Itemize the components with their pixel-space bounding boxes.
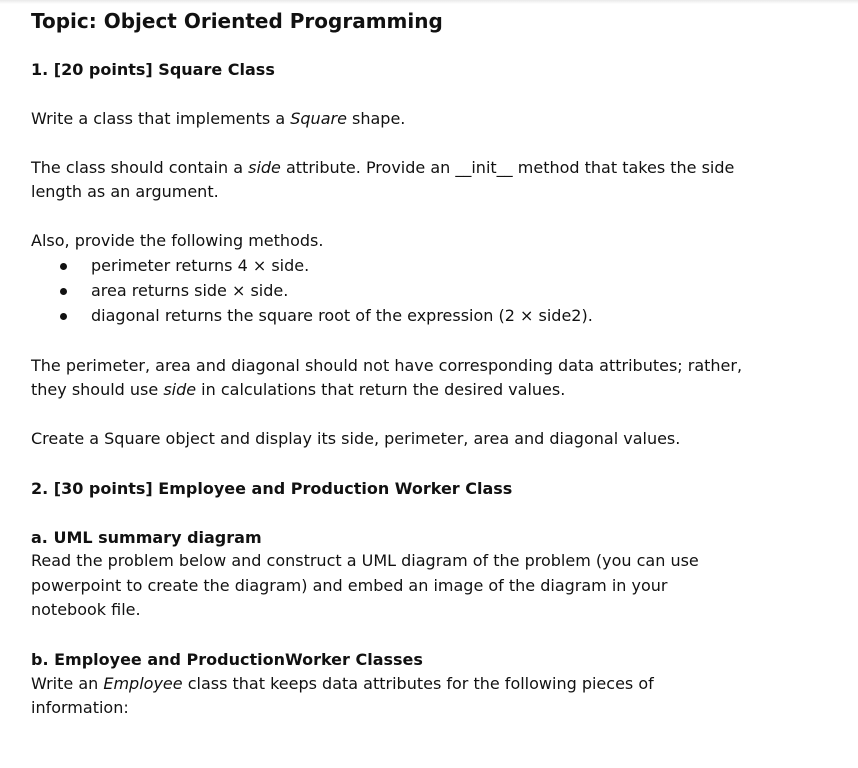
topic-title: Topic: Object Oriented Programming: [31, 9, 443, 33]
square-term: Square: [290, 109, 347, 128]
side-term: side: [248, 158, 281, 177]
top-shadow: [0, 0, 858, 4]
q1-side-paragraph-line2: length as an argument.: [31, 182, 219, 201]
list-item-area: area returns side × side.: [58, 281, 593, 306]
q1-side-paragraph-line1: The class should contain a side attribute. Provide an __init__ method that takes the side: [31, 158, 735, 177]
list-item-diagonal: diagonal returns the square root of the expression (2 × side2).: [58, 306, 593, 331]
q1-heading: 1. [20 points] Square Class: [31, 60, 275, 79]
q1-intro: Write a class that implements a Square shape.: [31, 109, 406, 128]
q2a-line2: powerpoint to create the diagram) and embed an image of the diagram in your: [31, 576, 668, 595]
q2a-heading: a. UML summary diagram: [31, 528, 262, 547]
q1-note-line1: The perimeter, area and diagonal should not have corresponding data attributes; rather,: [31, 356, 743, 375]
q2b-heading: b. Employee and ProductionWorker Classes: [31, 650, 423, 669]
q1-create-object: Create a Square object and display its side, perimeter, area and diagonal values.: [31, 429, 681, 448]
init-method-term: __init__: [455, 158, 513, 177]
methods-list: [58, 256, 593, 331]
q2b-line1: Write an Employee class that keeps data attributes for the following pieces of: [31, 674, 654, 693]
q2a-line1: Read the problem below and construct a UML diagram of the problem (you can use: [31, 551, 699, 570]
employee-term: Employee: [103, 674, 183, 693]
side-term: side: [163, 380, 197, 399]
list-item-perimeter: perimeter returns 4 × side.: [58, 256, 593, 281]
q1-note-line2: they should use side in calculations that return the desired values.: [31, 380, 566, 399]
q1-methods-intro: Also, provide the following methods.: [31, 231, 324, 250]
q2a-line3: notebook file.: [31, 600, 141, 619]
q2-heading: 2. [30 points] Employee and Production Worker Class: [31, 479, 513, 498]
q2b-line2: information:: [31, 698, 129, 717]
